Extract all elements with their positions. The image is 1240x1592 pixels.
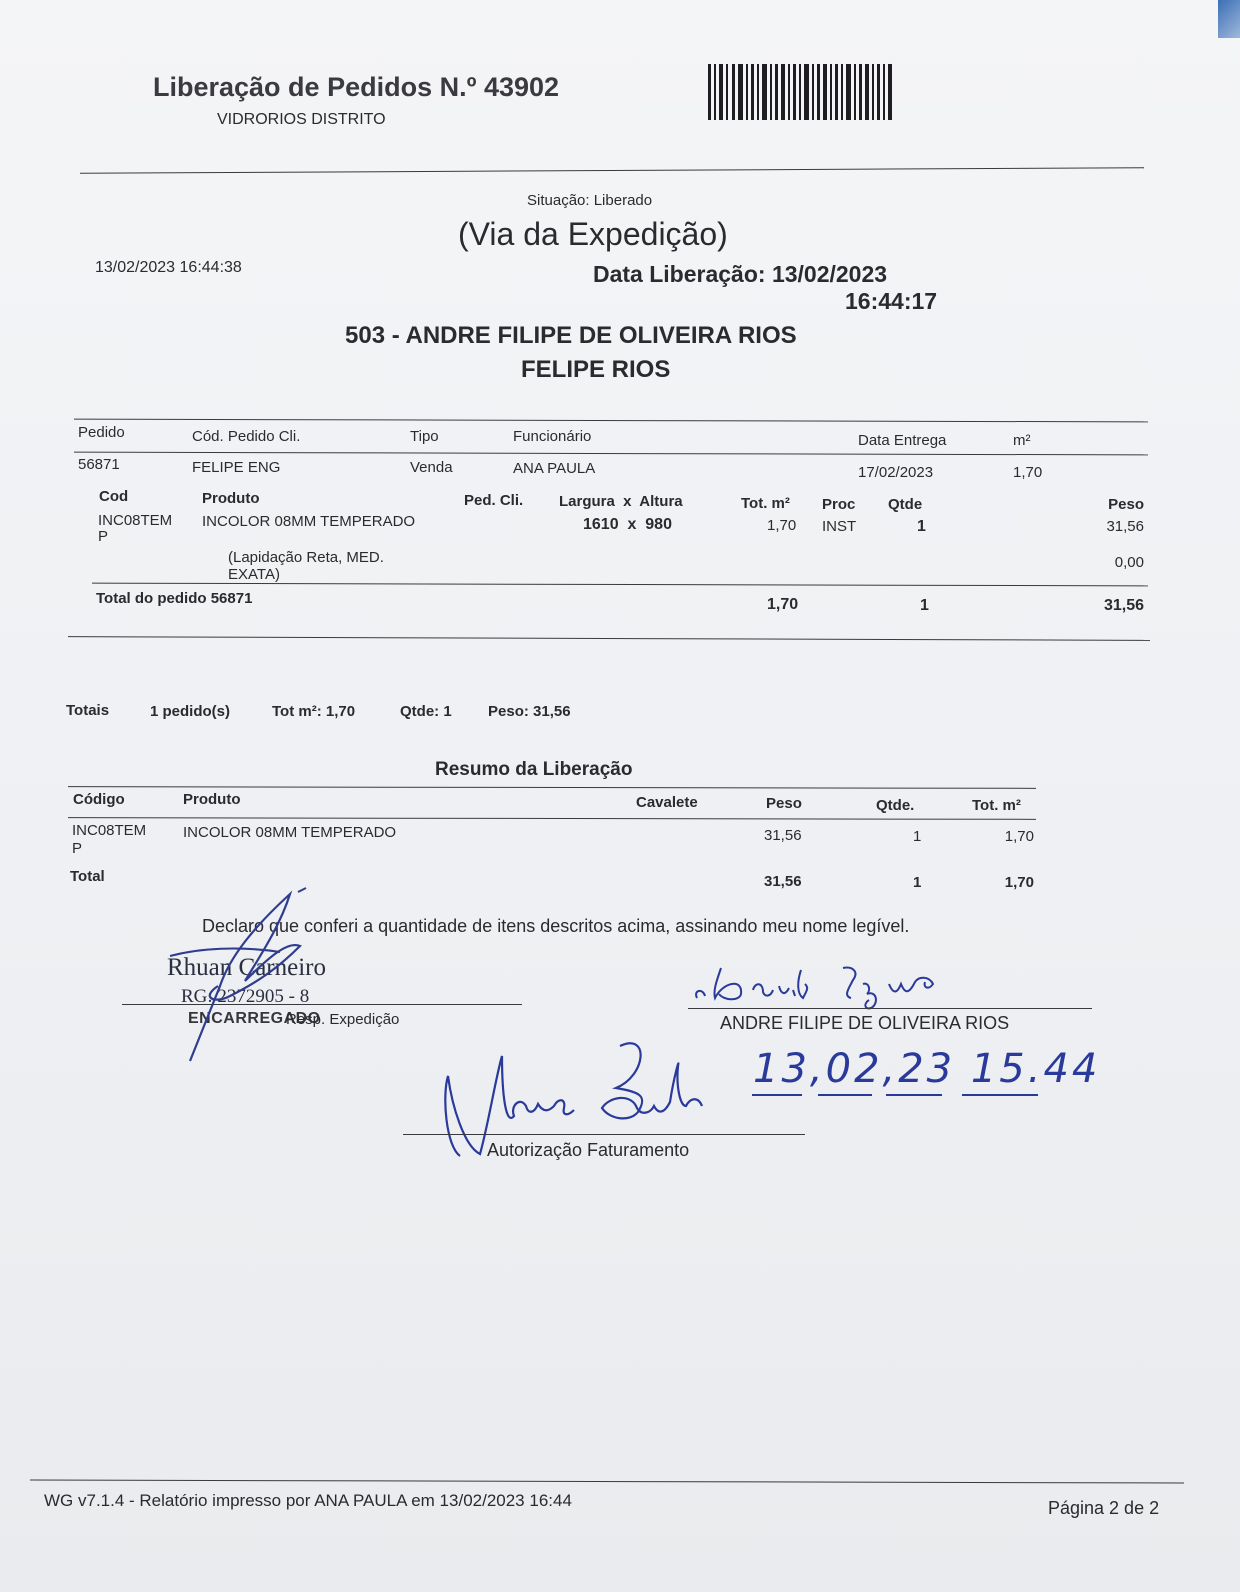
item-note-peso: 0,00: [1114, 554, 1144, 571]
left-signature-label: Resp. Expedição: [286, 1011, 400, 1028]
item-header-peso: Peso: [1108, 496, 1144, 513]
order-total-qtde: 1: [920, 597, 929, 614]
totals-tot-m2: Tot m²: 1,70: [272, 703, 356, 720]
summary-produto: INCOLOR 08MM TEMPERADO: [183, 824, 397, 841]
item-header-produto: Produto: [202, 490, 260, 507]
handwritten-datetime: 13,02,23 15.44: [753, 1046, 1101, 1092]
item-tot-m2: 1,70: [767, 517, 797, 534]
summary-header-produto: Produto: [183, 791, 241, 808]
background-edge: [1218, 0, 1240, 38]
right-signature-line: [688, 1008, 1092, 1009]
client-alias: FELIPE RIOS: [521, 356, 671, 383]
summary-codigo-line1: INC08TEM: [72, 822, 147, 839]
summary-peso: 31,56: [764, 827, 802, 844]
stamp-rg: RG: 2372905 - 8: [181, 986, 310, 1007]
order-total-rule: [92, 583, 1148, 587]
item-cod-line2: P: [98, 528, 109, 545]
stamp-role: ENCARREGADO: [188, 1010, 321, 1027]
center-signature-label: Autorização Faturamento: [487, 1140, 690, 1160]
summary-codigo-line2: P: [72, 840, 83, 857]
summary-header-peso: Peso: [766, 795, 802, 812]
declaration-text: Declaro que conferi a quantidade de itens descritos acima, assinando meu nome legível.: [202, 916, 910, 936]
header-divider: [80, 167, 1144, 174]
order-m2: 1,70: [1013, 464, 1043, 481]
client-name: 503 - ANDRE FILIPE DE OLIVEIRA RIOS: [345, 322, 797, 349]
header-data-entrega: Data Entrega: [858, 432, 947, 449]
document-title: Liberação de Pedidos N.º 43902: [153, 72, 560, 102]
summary-tot-m2: 1,70: [1004, 828, 1034, 845]
handwritten-date-underlines: [752, 1092, 1042, 1098]
right-signature-label: ANDRE FILIPE DE OLIVEIRA RIOS: [720, 1013, 1010, 1033]
footer-page-number: Página 2 de 2: [1048, 1498, 1160, 1518]
totals-pedidos: 1 pedido(s): [150, 703, 231, 720]
order-table-bottom-rule: [68, 636, 1150, 641]
summary-header-codigo: Código: [73, 791, 125, 808]
summary-header-qtde: Qtde.: [876, 797, 915, 814]
summary-header-rule: [68, 817, 1036, 820]
company-name: VIDRORIOS DISTRITO: [217, 111, 386, 128]
order-table-top-rule: [74, 419, 1148, 423]
order-data-entrega: 17/02/2023: [858, 464, 934, 481]
summary-top-rule: [68, 786, 1036, 789]
item-proc: INST: [822, 518, 857, 535]
item-header-ped-cli: Ped. Cli.: [464, 492, 524, 509]
summary-header-cavalete: Cavalete: [636, 794, 698, 811]
totals-label: Totais: [66, 702, 110, 719]
item-header-proc: Proc: [822, 496, 856, 513]
header-funcionario: Funcionário: [513, 428, 592, 445]
order-total-tot-m2: 1,70: [767, 596, 799, 613]
summary-total-tot-m2: 1,70: [1004, 874, 1034, 891]
item-header-largura-altura: Largura x Altura: [559, 493, 683, 510]
situation-label: Situação: Liberado: [527, 192, 653, 209]
item-dimensions: 1610 x 980: [583, 516, 672, 533]
summary-qtde: 1: [913, 828, 922, 845]
header-m2: m²: [1013, 432, 1031, 449]
client-signature-scribble: [693, 960, 993, 1010]
print-datetime: 13/02/2023 16:44:38: [95, 259, 242, 276]
order-total-peso: 31,56: [1103, 597, 1144, 614]
summary-header-tot-m2: Tot. m²: [972, 797, 1021, 814]
left-signature-scribble: [160, 886, 330, 1066]
item-header-cod: Cod: [99, 488, 129, 505]
order-pedido: 56871: [78, 456, 120, 473]
order-funcionario: ANA PAULA: [513, 460, 596, 477]
stamp-name: Rhuan Carneiro: [167, 954, 326, 981]
item-header-qtde: Qtde: [888, 496, 923, 513]
header-tipo: Tipo: [410, 428, 439, 445]
via-label: (Via da Expedição): [458, 216, 728, 252]
summary-title: Resumo da Liberação: [435, 759, 633, 780]
item-note-line2: EXATA): [228, 566, 280, 583]
barcode-icon: [708, 64, 896, 120]
header-cod-pedido-cli: Cód. Pedido Cli.: [192, 428, 301, 445]
center-signature-line: [403, 1134, 805, 1135]
item-produto: INCOLOR 08MM TEMPERADO: [202, 513, 416, 530]
order-tipo: Venda: [410, 459, 453, 476]
item-note-line1: (Lapidação Reta, MED.: [228, 549, 384, 566]
item-qtde: 1: [917, 518, 926, 535]
order-table-header-rule: [74, 452, 1148, 456]
order-cod-pedido-cli: FELIPE ENG: [192, 459, 281, 476]
order-total-label: Total do pedido 56871: [96, 590, 253, 607]
footer-printed-by: WG v7.1.4 - Relatório impresso por ANA PAULA em 13/02/2023 16:44: [44, 1491, 572, 1510]
release-date: Data Liberação: 13/02/2023: [593, 261, 888, 287]
release-time: 16:44:17: [845, 288, 938, 314]
item-cod-line1: INC08TEM: [98, 512, 173, 529]
summary-total-qtde: 1: [913, 874, 922, 891]
header-pedido: Pedido: [78, 424, 125, 441]
item-peso: 31,56: [1106, 518, 1144, 535]
totals-peso: Peso: 31,56: [488, 703, 571, 720]
footer-rule: [30, 1479, 1184, 1483]
totals-qtde: Qtde: 1: [400, 703, 452, 720]
item-header-tot-m2: Tot. m²: [741, 495, 790, 512]
summary-total-label: Total: [70, 868, 105, 885]
summary-total-peso: 31,56: [764, 873, 802, 890]
